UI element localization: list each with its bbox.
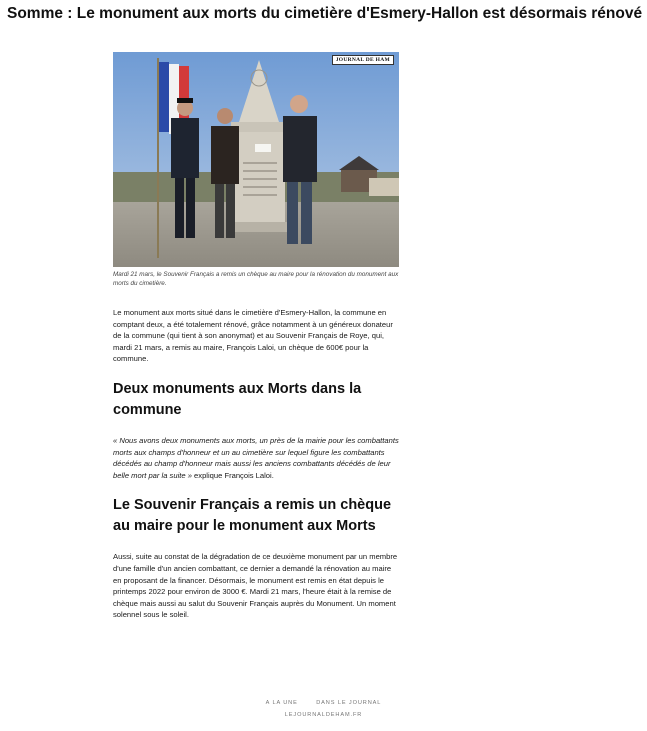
- footer-link-journal[interactable]: DANS LE JOURNAL: [316, 700, 382, 706]
- quote-paragraph: [113, 435, 399, 481]
- footer-link-home[interactable]: A LA UNE: [265, 700, 298, 706]
- page-footer: [0, 700, 647, 718]
- section-heading-monuments: Deux monuments aux Morts dans la commune: [113, 380, 362, 418]
- ceremony-photo-illustration: [113, 52, 399, 267]
- quote-attribution: explique François Laloi.: [191, 470, 274, 480]
- intro-paragraph: Le monument aux morts situé dans le cimetière d'Esmery-Hallon, la commune en comptant deux, a été totalement rénové, grâce notamment à un généreux donateur de la commune (qui tient à son anonymat) et au Souvenir Français de Roye, qui, mardi 21 mars, a remis au maire, François Laloi, un chèque de 600€ pour la commune.: [113, 308, 393, 364]
- footer-site-name[interactable]: LEJOURNALDEHAM.FR: [284, 712, 363, 718]
- renovation-paragraph: Aussi, suite au constat de la dégradation de ce deuxième monument par un membre d'une famille d'un ancien combattant, ce dernier a demandé la rénovation au maire en proposant de la financer. Désormais, le monument est remis en état depuis le printemps 2022 pour environ de 3000 €. Mardi 21 mars, l'heure était à la remise de chèque mais aussi au salut du Souvenir Français auprès du Monument. Un moment solennel sous le soleil.: [113, 552, 398, 620]
- photo-brand-tag: JOURNAL DE HAM: [332, 55, 394, 65]
- page-title: Somme : Le monument aux morts du cimetière d'Esmery-Hallon est désormais rénové: [7, 5, 643, 22]
- mayor-quote: « Nous avons deux monuments aux morts, un près de la mairie pour les combattants morts aux champs d'honneur et un au cimetière sur lequel figure les combattants décédés au champ d'honneur mais aussi les anciens combattants décédés de leur belle mort par la suite »: [113, 435, 399, 480]
- article-photo: [113, 52, 399, 267]
- photo-caption: Mardi 21 mars, le Souvenir Français a remis un chèque au maire pour la rénovation du monument aux morts du cimetière.: [113, 271, 399, 287]
- article-body: [113, 52, 399, 621]
- section-heading-cheque: Le Souvenir Français a remis un chèque au maire pour le monument aux Morts: [113, 497, 392, 535]
